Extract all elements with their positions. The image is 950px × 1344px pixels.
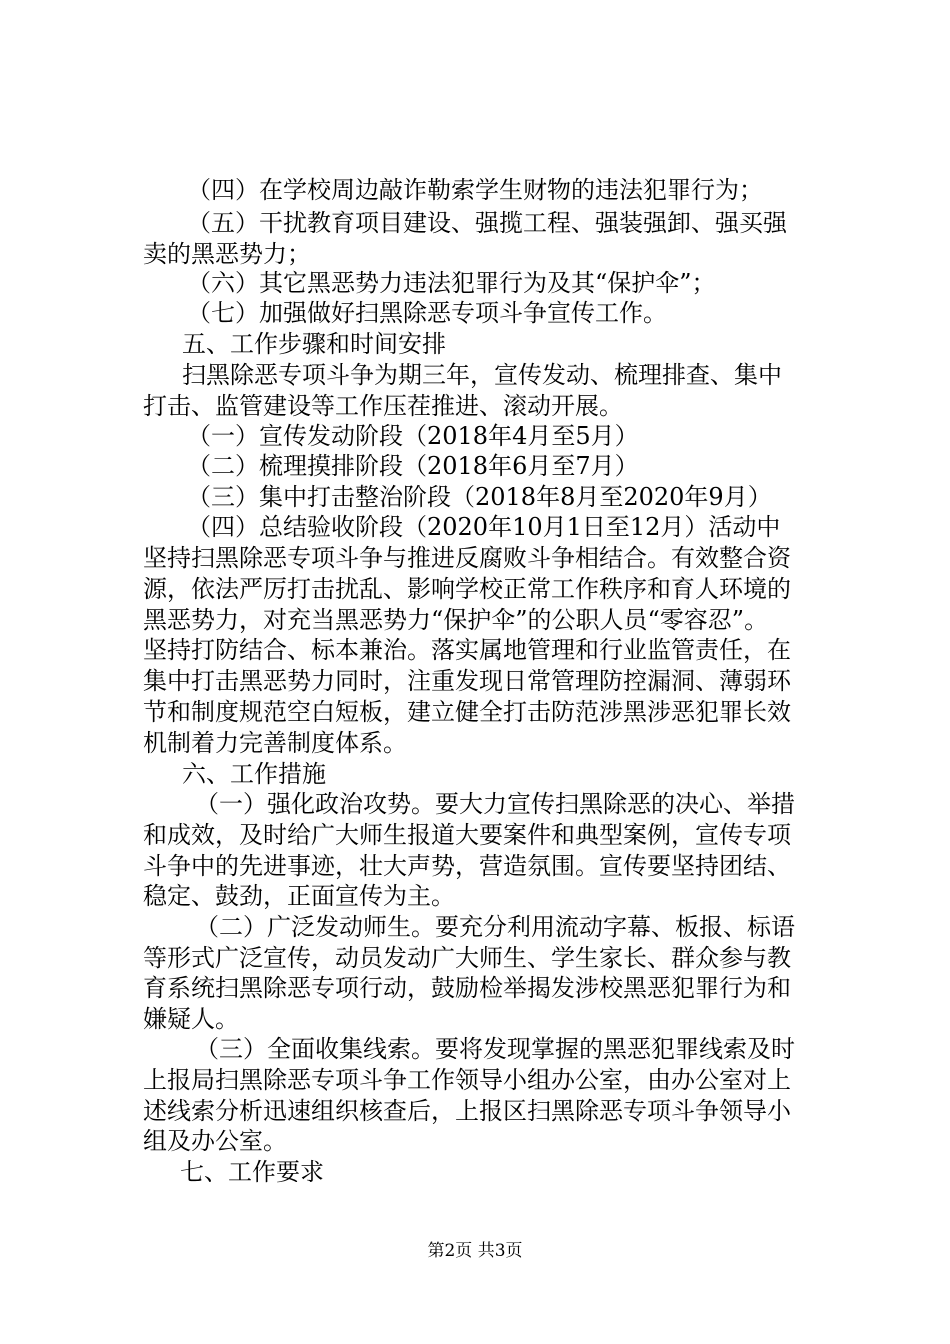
text-line: 和成效，及时给广大师生报道大要案件和典型案例，宣传专项 <box>143 821 791 849</box>
text-line: 卖的黑恶势力； <box>143 240 311 268</box>
text-line: 上报局扫黑除恶专项斗争工作领导小组办公室，由办公室对上 <box>143 1066 791 1094</box>
text-line: 嫌疑人。 <box>143 1005 239 1033</box>
text-line: （一）强化政治攻势。要大力宣传扫黑除恶的决心、举措 <box>195 790 795 818</box>
text-line: 斗争中的先进事迹，壮大声势，营造氛围。宣传要坚持团结、 <box>143 852 791 880</box>
section-heading: 六、工作措施 <box>182 760 326 788</box>
text-line: 黑恶势力，对充当黑恶势力“保护伞”的公职人员“零容忍”。 <box>143 606 769 634</box>
text-line: 扫黑除恶专项斗争为期三年，宣传发动、梳理排查、集中 <box>182 361 782 389</box>
text-line: 组及办公室。 <box>143 1127 287 1155</box>
section-heading: 五、工作步骤和时间安排 <box>182 330 446 358</box>
text-line: （四）总结验收阶段（2020年10月1日至12月）活动中 <box>187 513 781 541</box>
text-line: （一）宣传发动阶段（2018年4月至5月） <box>187 422 639 450</box>
section-heading: 七、工作要求 <box>180 1158 324 1186</box>
text-line: （二）广泛发动师生。要充分利用流动字幕、板报、标语 <box>195 913 795 941</box>
text-line: 源，依法严厉打击扰乱、影响学校正常工作秩序和育人环境的 <box>143 575 791 603</box>
text-line: 打击、监管建设等工作压茬推进、滚动开展。 <box>143 392 623 420</box>
text-line: （六）其它黑恶势力违法犯罪行为及其“保护伞”； <box>187 269 716 297</box>
page-number: 第2页 共3页 <box>427 1241 523 1261</box>
text-line: 集中打击黑恶势力同时，注重发现日常管理防控漏洞、薄弱环 <box>143 667 791 695</box>
text-line: （七）加强做好扫黑除恶专项斗争宣传工作。 <box>187 299 667 327</box>
text-line: （三）全面收集线索。要将发现掌握的黑恶犯罪线索及时 <box>195 1035 795 1063</box>
text-line: （五）干扰教育项目建设、强揽工程、强装强卸、强买强 <box>187 209 787 237</box>
text-line: 等形式广泛宣传，动员发动广大师生、学生家长、群众参与教 <box>143 944 791 972</box>
text-line: 坚持打防结合、标本兼治。落实属地管理和行业监管责任，在 <box>143 636 791 664</box>
text-line: 稳定、鼓劲，正面宣传为主。 <box>143 882 455 910</box>
text-line: 坚持扫黑除恶专项斗争与推进反腐败斗争相结合。有效整合资 <box>143 544 791 572</box>
text-line: 机制着力完善制度体系。 <box>143 729 407 757</box>
text-line: 述线索分析迅速组织核查后，上报区扫黑除恶专项斗争领导小 <box>143 1097 791 1125</box>
text-line: 育系统扫黑除恶专项行动，鼓励检举揭发涉校黑恶犯罪行为和 <box>143 974 791 1002</box>
text-line: 节和制度规范空白短板，建立健全打击防范涉黑涉恶犯罪长效 <box>143 698 791 726</box>
text-line: （三）集中打击整治阶段（2018年8月至2020年9月） <box>187 483 772 511</box>
text-line: （二）梳理摸排阶段（2018年6月至7月） <box>187 452 639 480</box>
text-line: （四）在学校周边敲诈勒索学生财物的违法犯罪行为； <box>187 176 763 204</box>
